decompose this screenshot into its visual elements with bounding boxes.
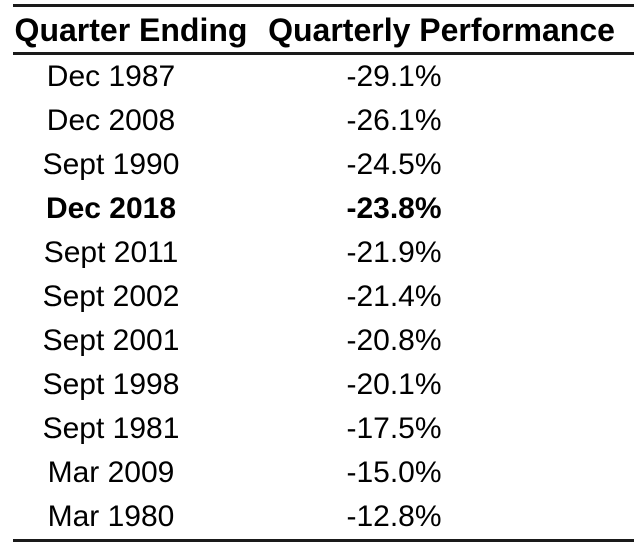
table-row: [13, 451, 634, 495]
quarterly-performance-cell: -20.1%: [346, 368, 442, 401]
table-row: [13, 231, 634, 275]
quarter-ending-cell: Sept 2011: [43, 236, 179, 269]
quarterly-performance-cell: -26.1%: [346, 104, 442, 137]
quarter-ending-cell: Sept 1990: [42, 148, 180, 181]
quarter-ending-cell: Sept 2001: [42, 324, 180, 357]
quarterly-performance-cell: -20.8%: [346, 324, 442, 357]
table-row: [13, 143, 634, 187]
quarter-ending-cell: Sept 1981: [42, 412, 180, 445]
quarterly-performance-cell: -17.5%: [346, 412, 442, 445]
table-row: [13, 407, 634, 451]
table-body: [13, 54, 634, 541]
table-row: [13, 363, 634, 407]
table-row: [13, 99, 634, 143]
quarter-ending-cell: Mar 2009: [47, 456, 175, 489]
table-row: [13, 187, 634, 231]
quarter-ending-cell: Dec 2008: [46, 104, 176, 137]
table-header: [13, 6, 634, 54]
quarterly-performance-table: [13, 4, 634, 542]
quarter-ending-cell: Dec 2018: [45, 192, 177, 225]
table-row: [13, 54, 634, 100]
quarter-ending-cell: Sept 1998: [42, 368, 180, 401]
table-row: [13, 275, 634, 319]
quarterly-performance-cell: -29.1%: [346, 60, 442, 93]
quarterly-performance-cell: -21.4%: [346, 280, 442, 313]
header-quarterly-performance: Quarterly Performance: [249, 6, 634, 54]
table-row: [13, 319, 634, 363]
quarterly-performance-cell: -23.8%: [346, 192, 442, 225]
quarter-ending-cell: Sept 2002: [42, 280, 180, 313]
header-row: [13, 6, 634, 54]
quarterly-performance-cell: -15.0%: [346, 456, 442, 489]
quarter-ending-cell: Mar 1980: [47, 500, 175, 533]
quarter-ending-cell: Dec 1987: [46, 60, 176, 93]
quarterly-performance-cell: -21.9%: [346, 236, 442, 269]
quarterly-performance-cell: -24.5%: [346, 148, 442, 181]
header-quarter-ending: Quarter Ending: [13, 6, 249, 54]
table-row: [13, 495, 634, 541]
quarterly-performance-cell: -12.8%: [346, 500, 442, 533]
